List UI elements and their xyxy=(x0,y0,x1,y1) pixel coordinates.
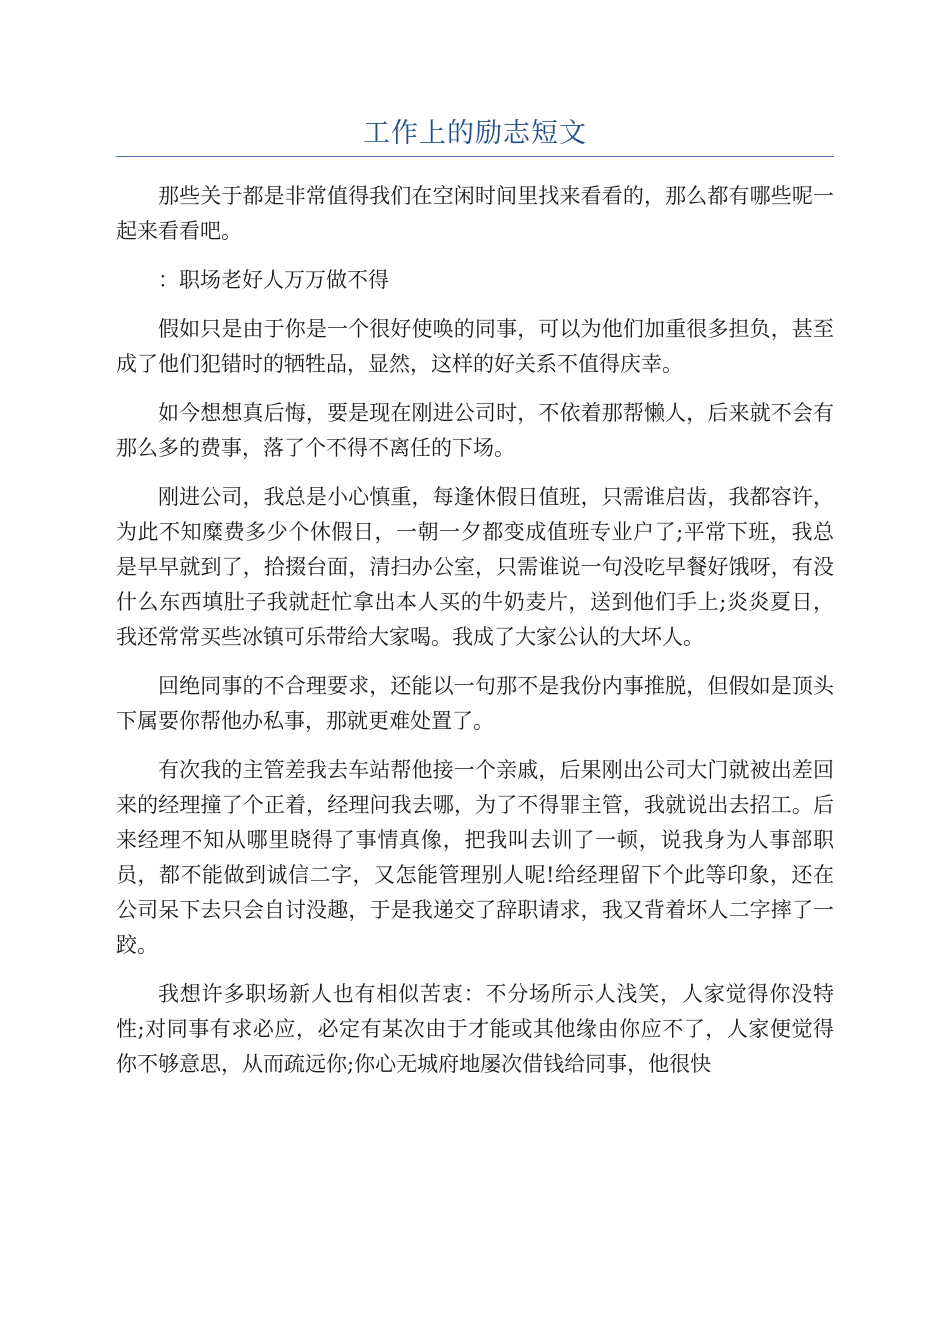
paragraph-1: 那些关于都是非常值得我们在空闲时间里找来看看的，那么都有哪些呢一起来看看吧。 xyxy=(116,184,834,243)
paragraph-4: 如今想想真后悔，要是现在刚进公司时，不依着那帮懒人，后来就不会有那么多的费事，落了个不得不离任的下场。 xyxy=(116,401,834,460)
document-page xyxy=(116,0,834,1344)
title-underline xyxy=(116,156,834,157)
paragraph-2: ：职场老好人万万做不得 xyxy=(158,268,389,292)
paragraph-7: 有次我的主管差我去车站帮他接一个亲戚，后果刚出公司大门就被出差回来的经理撞了个正着，经理问我去哪，为了不得罪主管，我就说出去招工。后来经理不知从哪里晓得了事情真像，把我叫去训了一顿，说我身为人事部职员，都不能做到诚信二字，又怎能管理别人呢!给经理留下个此等印象，还在公司呆下去只会自讨没趣，于是我递交了辞职请求，我又背着坏人二字摔了一跤。 xyxy=(116,758,834,957)
paragraph-8: 我想许多职场新人也有相似苦衷：不分场所示人浅笑，人家觉得你没特性;对同事有求必应，必定有某次由于才能或其他缘由你应不了，人家便觉得你不够意思，从而疏远你;你心无城府地屡次借钱给同事，他很快 xyxy=(116,982,834,1076)
document-body xyxy=(116,179,834,1082)
document-title: 工作上的励志短文 xyxy=(363,118,587,149)
paragraph-3: 假如只是由于你是一个很好使唤的同事，可以为他们加重很多担负，甚至成了他们犯错时的牺牲品，显然，这样的好关系不值得庆幸。 xyxy=(116,317,834,376)
paragraph-5: 刚进公司，我总是小心慎重，每逢休假日值班，只需谁启齿，我都容许，为此不知糜费多少个休假日，一朝一夕都变成值班专业户了;平常下班，我总是早早就到了，拾掇台面，清扫办公室，只需谁说一句没吃早餐好饿呀，有没什么东西填肚子我就赶忙拿出本人买的牛奶麦片，送到他们手上;炎炎夏日，我还常常买些冰镇可乐带给大家喝。我成了大家公认的大坏人。 xyxy=(116,485,834,649)
paragraph-6: 回绝同事的不合理要求，还能以一句那不是我份内事推脱，但假如是顶头下属要你帮他办私事，那就更难处置了。 xyxy=(116,674,834,733)
